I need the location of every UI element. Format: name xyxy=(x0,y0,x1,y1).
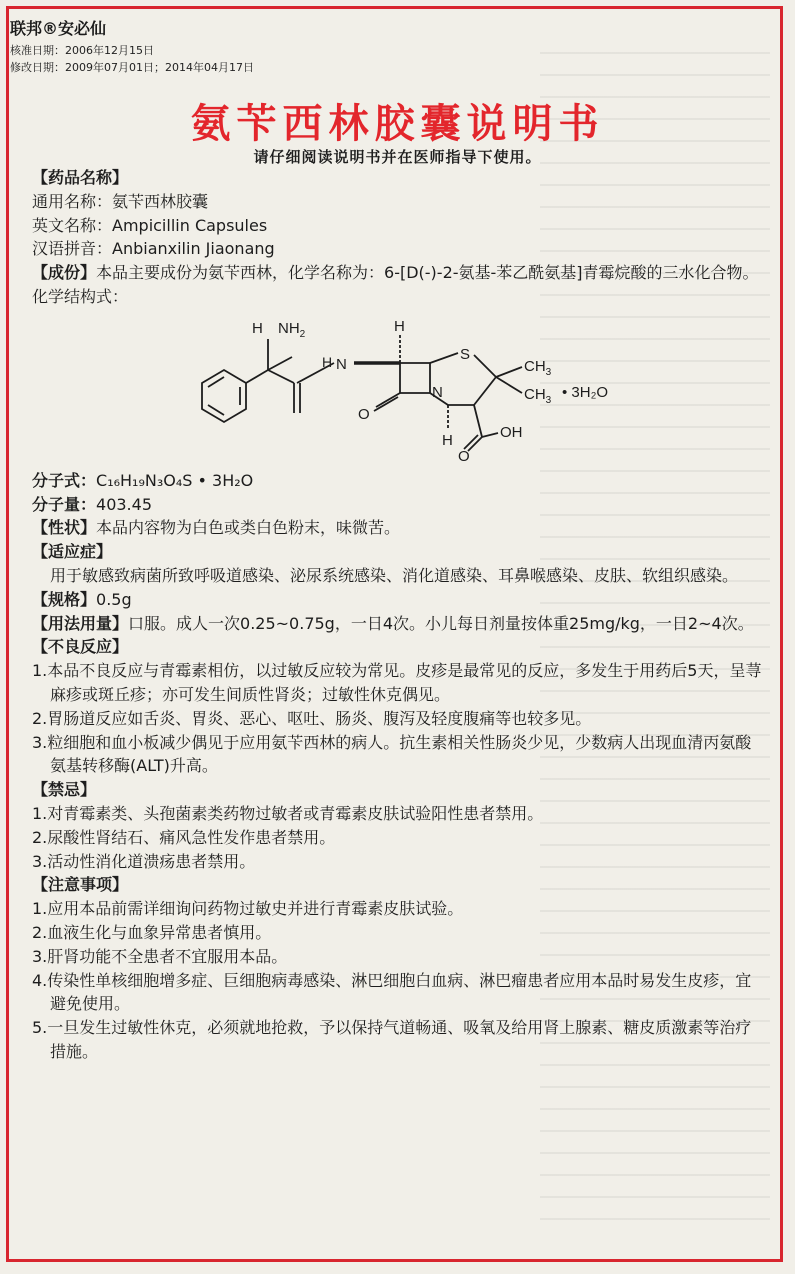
svg-text:CH3: $CH_3$ xyxy=(524,385,552,406)
adverse-item: 3.粒细胞和血小板减少偶见于应用氨苄西林的病人。抗生素相关性肠炎少见，少数病人出现血清丙氨酸氨基转移酶(ALT)升高。 xyxy=(32,732,752,776)
svg-text:H: H xyxy=(394,317,405,335)
svg-text:O: O xyxy=(458,447,470,463)
chemical-structure xyxy=(132,309,767,469)
document-subtitle: 请仔细阅读说明书并在医师指导下使用。 xyxy=(253,148,542,166)
character-paragraph xyxy=(32,516,767,540)
indications-text: 用于敏感致病菌所致呼吸道感染、泌尿系统感染、消化道感染、耳鼻喉感染、皮肤、软组织感染。 xyxy=(50,565,739,585)
molecular-weight xyxy=(32,493,767,517)
svg-text:CH3: $CH_3$ xyxy=(524,357,552,378)
section-heading-indications: 【适应症】 xyxy=(32,542,113,562)
contraindication-item: 2.尿酸性肾结石、痛风急性发作患者禁用。 xyxy=(32,827,336,847)
section-heading-dosage: 【用法用量】 xyxy=(32,613,129,633)
section-heading-composition: 【成份】 xyxy=(32,263,97,283)
date-info xyxy=(10,42,254,76)
brand-logo: 联邦®安必仙 xyxy=(10,19,107,38)
adverse-item: 2.胃肠道反应如舌炎、胃炎、恶心、呕吐、肠炎、腹泻及轻度腹痛等也较多见。 xyxy=(32,708,592,728)
precaution-item: 2.血液生化与血象异常患者慎用。 xyxy=(32,922,272,942)
precaution-item: 5.一旦发生过敏性休克，必须就地抢救，予以保持气道畅通、吸氧及给用肾上腺素、糖皮质激素等治疗措施。 xyxy=(32,1018,752,1061)
formula-label: 分子式： xyxy=(32,470,97,490)
section-heading-drug-name: 【药品名称】 xyxy=(32,168,129,187)
section-heading-character: 【性状】 xyxy=(32,518,97,538)
structure-label: 化学结构式： xyxy=(32,286,129,306)
specification-text: 0.5g xyxy=(96,589,132,609)
document-title: 氨苄西林胶囊说明书 xyxy=(190,100,605,147)
revision-date: 修改日期：2009年07月01日；2014年04月17日 xyxy=(10,61,254,74)
svg-text:O: O xyxy=(358,405,370,423)
english-name: 英文名称：Ampicillin Capsules xyxy=(32,215,268,235)
composition-text: 本品主要成份为氨苄西林，化学名称为：6-[D(-)-2-氨基-苯乙酰氨基]青霉烷酸的三水化合物。 xyxy=(96,263,759,283)
weight-value: 403.45 xyxy=(96,494,152,514)
svg-text:OH: OH xyxy=(500,423,523,441)
contraindication-item: 1.对青霉素类、头孢菌素类药物过敏者或青霉素皮肤试验阳性患者禁用。 xyxy=(32,803,544,823)
svg-text:N: N xyxy=(336,355,347,373)
hydrate-label: • 3H₂O xyxy=(562,383,609,401)
precaution-item: 1.应用本品前需详细询问药物过敏史并进行青霉素皮肤试验。 xyxy=(32,899,464,919)
svg-text:H: H xyxy=(252,319,263,337)
leaflet-body xyxy=(32,166,767,1064)
pinyin-name: 汉语拼音：Anbianxilin Jiaonang xyxy=(32,239,275,259)
molecular-formula xyxy=(32,469,767,493)
approval-date: 核准日期：2006年12月15日 xyxy=(10,44,154,57)
specification-paragraph xyxy=(32,588,767,612)
weight-label: 分子量： xyxy=(32,494,97,514)
contraindication-item: 3.活动性消化道溃疡患者禁用。 xyxy=(32,851,256,871)
dosage-paragraph xyxy=(32,612,767,636)
section-heading-adverse: 【不良反应】 xyxy=(32,637,129,657)
generic-name: 通用名称：氨苄西林胶囊 xyxy=(32,191,209,211)
adverse-item: 1.本品不良反应与青霉素相仿，以过敏反应较为常见。皮疹是最常见的反应，多发生于用药后5天，呈荨麻疹或斑丘疹；亦可发生间质性肾炎；过敏性休克偶见。 xyxy=(32,661,762,704)
precaution-item: 4.传染性单核细胞增多症、巨细胞病毒感染、淋巴细胞白血病、淋巴瘤患者应用本品时易发生皮疹，宜避免使用。 xyxy=(32,970,752,1014)
section-heading-precautions: 【注意事项】 xyxy=(32,875,129,895)
precaution-item: 3.肝肾功能不全患者不宜服用本品。 xyxy=(32,946,288,966)
composition-paragraph xyxy=(32,261,767,285)
svg-text:H: H xyxy=(322,353,333,370)
svg-text:NH2: $NH_2$ xyxy=(278,319,306,340)
dosage-text: 口服。成人一次0.25~0.75g，一日4次。小儿每日剂量按体重25mg/kg，一日2~4次。 xyxy=(128,613,754,633)
formula-value: C₁₆H₁₉N₃O₄S • 3H₂O xyxy=(96,470,254,490)
character-text: 本品内容物为白色或类白色粉末，味微苦。 xyxy=(96,518,401,538)
section-heading-contraindications: 【禁忌】 xyxy=(32,780,97,800)
svg-text:H: H xyxy=(442,431,453,449)
svg-text:N: N xyxy=(432,383,443,401)
svg-text:S: S xyxy=(460,345,471,363)
structure-diagram xyxy=(162,313,682,463)
section-heading-specification: 【规格】 xyxy=(32,589,97,609)
